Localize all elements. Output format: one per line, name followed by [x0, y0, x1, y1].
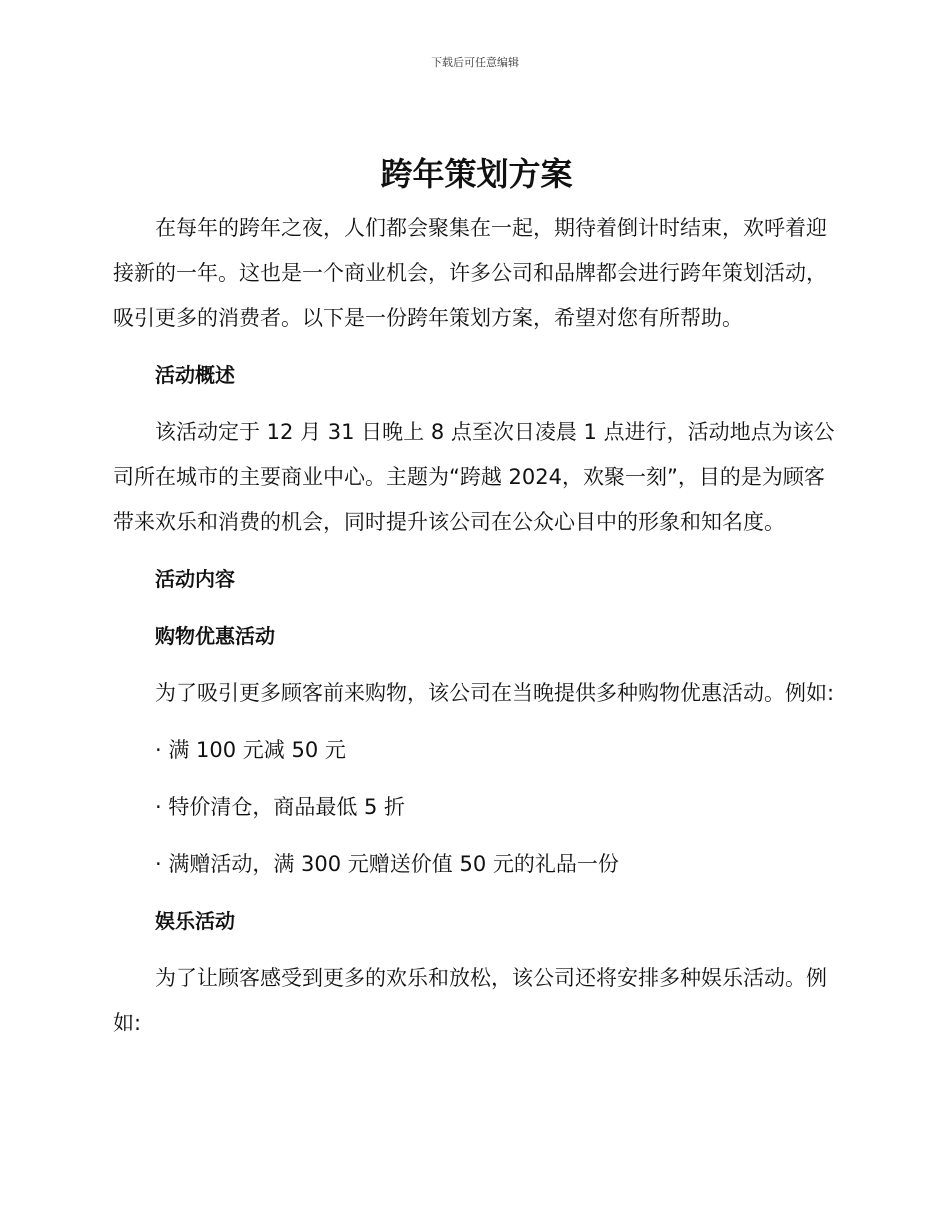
list-item: · 特价清仓，商品最低 5 折: [155, 795, 406, 819]
document-body: [113, 150, 840, 1046]
list-item: · 满 100 元减 50 元: [155, 738, 346, 762]
overview-paragraph: 该活动定于 12 月 31 日晚上 8 点至次日凌晨 1 点进行，活动地点为该公司所在城市的主要商业中心。主题为“跨越 2024，欢聚一刻”，目的是为顾客带来欢乐和消费的机会，同时提升该公司在公众心目中的形象和知名度。: [113, 420, 835, 534]
subsection-heading-entertainment: 娱乐活动: [155, 909, 235, 933]
section-heading-content: 活动内容: [155, 567, 235, 591]
document-title: 跨年策划方案: [380, 155, 573, 193]
subsection-heading-shopping: 购物优惠活动: [155, 624, 275, 648]
page-header-note: 下载后可任意编辑: [431, 56, 519, 69]
shopping-paragraph: 为了吸引更多顾客前来购物，该公司在当晚提供多种购物优惠活动。例如:: [155, 681, 835, 705]
entertainment-paragraph: 为了让顾客感受到更多的欢乐和放松，该公司还将安排多种娱乐活动。例如:: [113, 966, 827, 1035]
section-heading-overview: 活动概述: [155, 363, 235, 387]
list-item: · 满赠活动，满 300 元赠送价值 50 元的礼品一份: [155, 852, 619, 876]
intro-paragraph: 在每年的跨年之夜，人们都会聚集在一起，期待着倒计时结束，欢呼着迎接新的一年。这也是一个商业机会，许多公司和品牌都会进行跨年策划活动，吸引更多的消费者。以下是一份跨年策划方案，希望对您有所帮助。: [113, 216, 827, 330]
